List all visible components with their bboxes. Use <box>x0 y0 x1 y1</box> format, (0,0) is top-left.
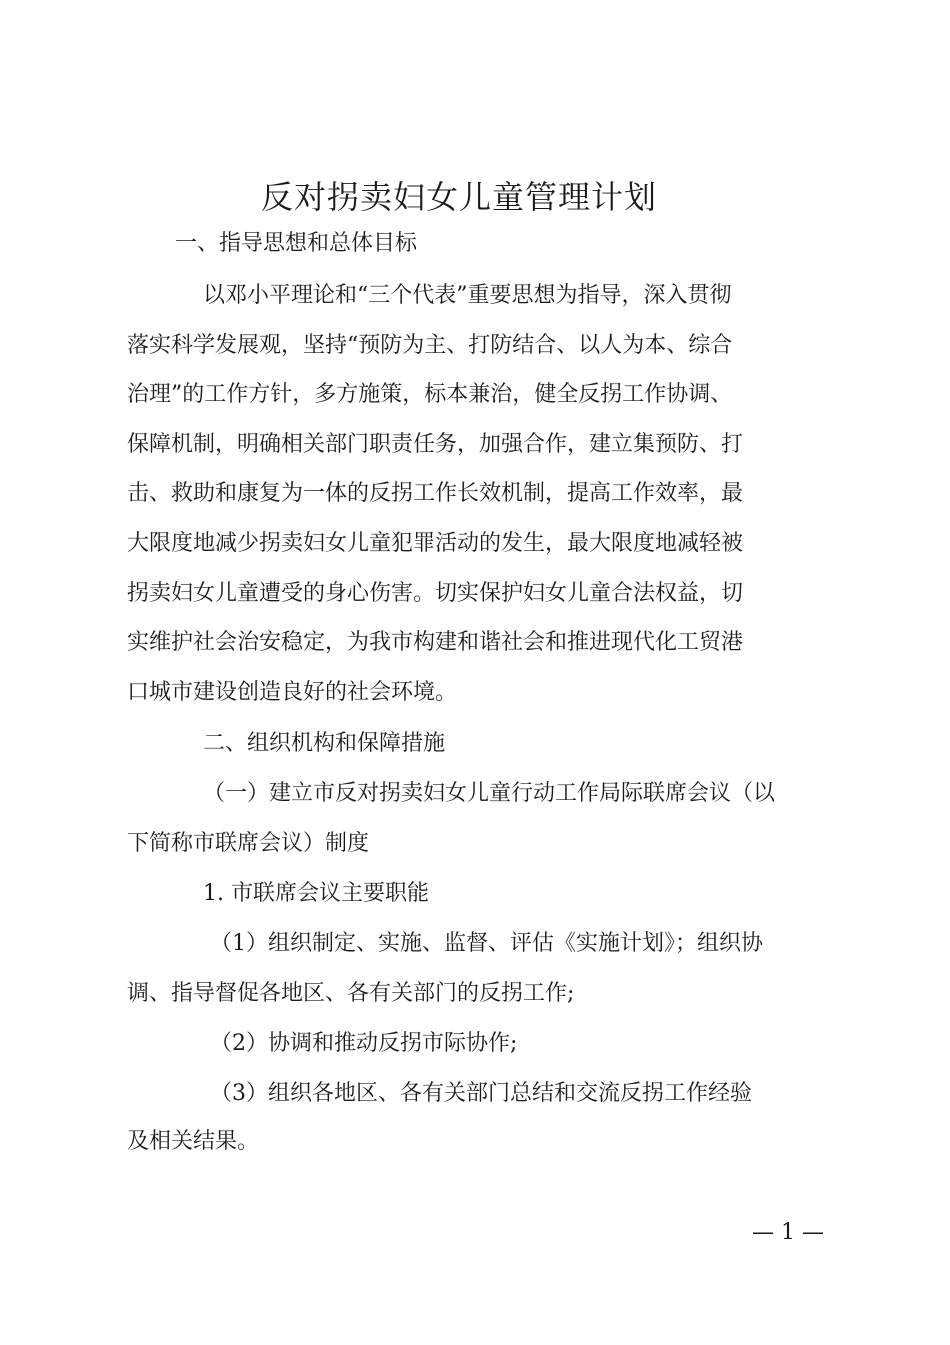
list-item-cont: 调、指导督促各地区、各有关部门的反拐工作; <box>127 981 575 1006</box>
paragraph-line: 大限度地减少拐卖妇女儿童犯罪活动的发生，最大限度地减轻被 <box>127 531 744 556</box>
document-title: 反对拐卖妇女儿童管理计划 <box>260 178 657 216</box>
list-item: （1）组织制定、实施、监督、评估《实施计划》；组织协 <box>210 931 763 956</box>
subsection-heading-cont: 下简称市联席会议）制度 <box>127 831 370 856</box>
page-number: — 1 — <box>752 1220 824 1245</box>
paragraph-line: 实维护社会治安稳定，为我市构建和谐社会和推进现代化工贸港 <box>127 630 744 655</box>
subsection-heading: （一）建立市反对拐卖妇女儿童行动工作局际联席会议（以 <box>203 781 776 806</box>
section-heading-1: 一、指导思想和总体目标 <box>175 231 418 256</box>
paragraph-line: 治理”的工作方针，多方施策，标本兼治，健全反拐工作协调、 <box>127 382 733 407</box>
list-item: （3）组织各地区、各有关部门总结和交流反拐工作经验 <box>210 1081 752 1106</box>
paragraph-line: 保障机制，明确相关部门职责任务，加强合作，建立集预防、打 <box>127 432 744 457</box>
paragraph-line: 击、救助和康复为一体的反拐工作长效机制，提高工作效率，最 <box>127 481 744 506</box>
paragraph-line: 拐卖妇女儿童遭受的身心伤害。切实保护妇女儿童合法权益，切 <box>127 581 744 606</box>
paragraph-line: 以邓小平理论和“三个代表”重要思想为指导，深入贯彻 <box>203 283 732 308</box>
item-heading: 1. 市联席会议主要职能 <box>203 881 429 906</box>
list-item-cont: 及相关结果。 <box>127 1129 260 1154</box>
paragraph-line: 口城市建设创造良好的社会环境。 <box>127 680 458 705</box>
paragraph-line: 落实科学发展观，坚持“预防为主、打防结合、以人为本、综合 <box>127 333 733 358</box>
list-item: （2）协调和推动反拐市际协作; <box>210 1031 518 1056</box>
section-heading-2: 二、组织机构和保障措施 <box>203 731 446 756</box>
